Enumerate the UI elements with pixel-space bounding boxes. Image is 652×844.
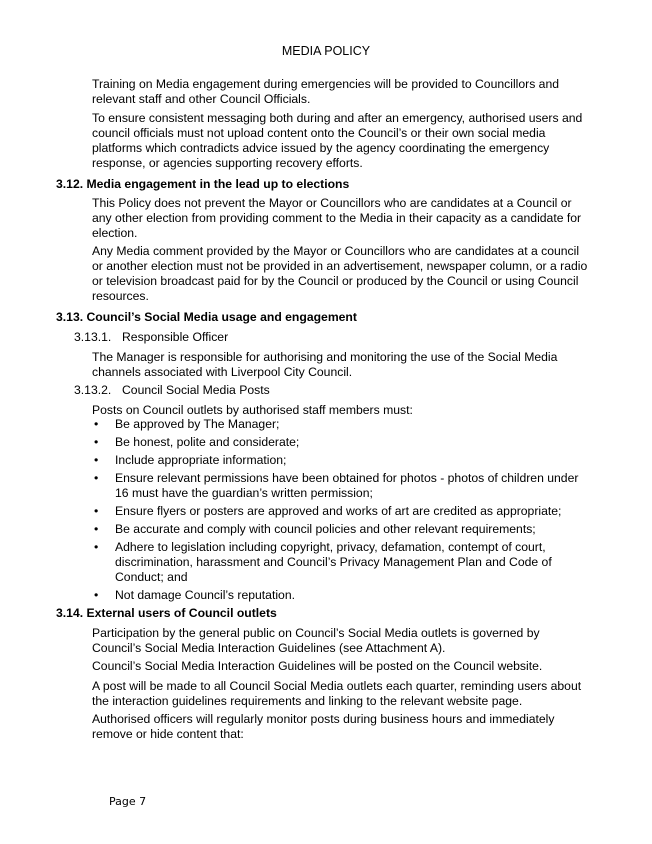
list-item: • Adhere to legislation including copyright, privacy, defamation, contempt of court, discrimination, harassment and Council’s Privacy Management Plan and Code of Conduct; and	[92, 540, 592, 585]
page-header: MEDIA POLICY	[281, 44, 371, 58]
section-3-14-paragraph-2: Council’s Social Media Interaction Guidelines will be posted on the Council website.	[92, 659, 543, 673]
section-heading-3-12: 3.12. Media engagement in the lead up to elections	[56, 177, 350, 191]
list-item: • Be approved by The Manager;	[92, 417, 592, 432]
subsection-heading-3-13-1	[74, 330, 614, 345]
section-3-12-paragraph-1: This Policy does not prevent the Mayor or Councillors who are candidates at a Council or any other election from providing comment to the Media in their capacity as a candidate for election.	[92, 196, 582, 240]
section-heading-3-14: 3.14. External users of Council outlets	[56, 606, 277, 620]
page-number: Page 7	[109, 795, 147, 808]
subsection-number: 3.13.2.	[74, 383, 112, 397]
section-heading-3-13: 3.13. Council’s Social Media usage and engagement	[56, 310, 357, 324]
section-3-14-paragraph-4: Authorised officers will regularly monitor posts during business hours and immediately remove or hide content that:	[92, 712, 555, 741]
section-3-14-paragraph-1: Participation by the general public on Council’s Social Media outlets is governed by Council’s Social Media Interaction Guidelines (see Attachment A).	[92, 626, 540, 655]
list-item: • Include appropriate information;	[92, 453, 592, 468]
list-item: • Not damage Council’s reputation.	[92, 588, 592, 603]
intro-paragraph-2: To ensure consistent messaging both during and after an emergency, authorised users and council officials must not upload content onto the Council’s or their own social media platforms which contradicts advice issued by the agency coordinating the emergency response, or agencies supporting recovery efforts.	[92, 111, 583, 170]
section-3-14-paragraph-3: A post will be made to all Council Social Media outlets each quarter, reminding users about the interaction guidelines requirements and linking to the relevant website page.	[92, 679, 582, 708]
list-item: • Be honest, polite and considerate;	[92, 435, 592, 450]
subsection-number: 3.13.1.	[74, 330, 112, 344]
subsection-heading-3-13-2	[74, 383, 614, 398]
section-3-12-paragraph-2: Any Media comment provided by the Mayor or Councillors who are candidates at a council or another election must not be provided in an advertisement, newspaper column, or a radio or television broadcast paid for by the Council or produced by the Council or using Council resources.	[92, 244, 588, 303]
intro-paragraph-1: Training on Media engagement during emergencies will be provided to Councillors and relevant staff and other Council Officials.	[92, 77, 560, 106]
subsection-3-13-2-paragraph: Posts on Council outlets by authorised staff members must:	[92, 403, 413, 417]
subsection-3-13-1-paragraph: The Manager is responsible for authorising and monitoring the use of the Social Media channels associated with Liverpool City Council.	[92, 350, 558, 379]
subsection-title: Council Social Media Posts	[122, 383, 270, 397]
subsection-title: Responsible Officer	[122, 330, 229, 344]
list-item: • Ensure flyers or posters are approved and works of art are credited as appropriate;	[92, 504, 592, 519]
posts-requirements-list	[92, 417, 592, 606]
list-item: • Ensure relevant permissions have been obtained for photos - photos of children under 16 must have the guardian’s written permission;	[92, 471, 592, 501]
list-item: • Be accurate and comply with council policies and other relevant requirements;	[92, 522, 592, 537]
